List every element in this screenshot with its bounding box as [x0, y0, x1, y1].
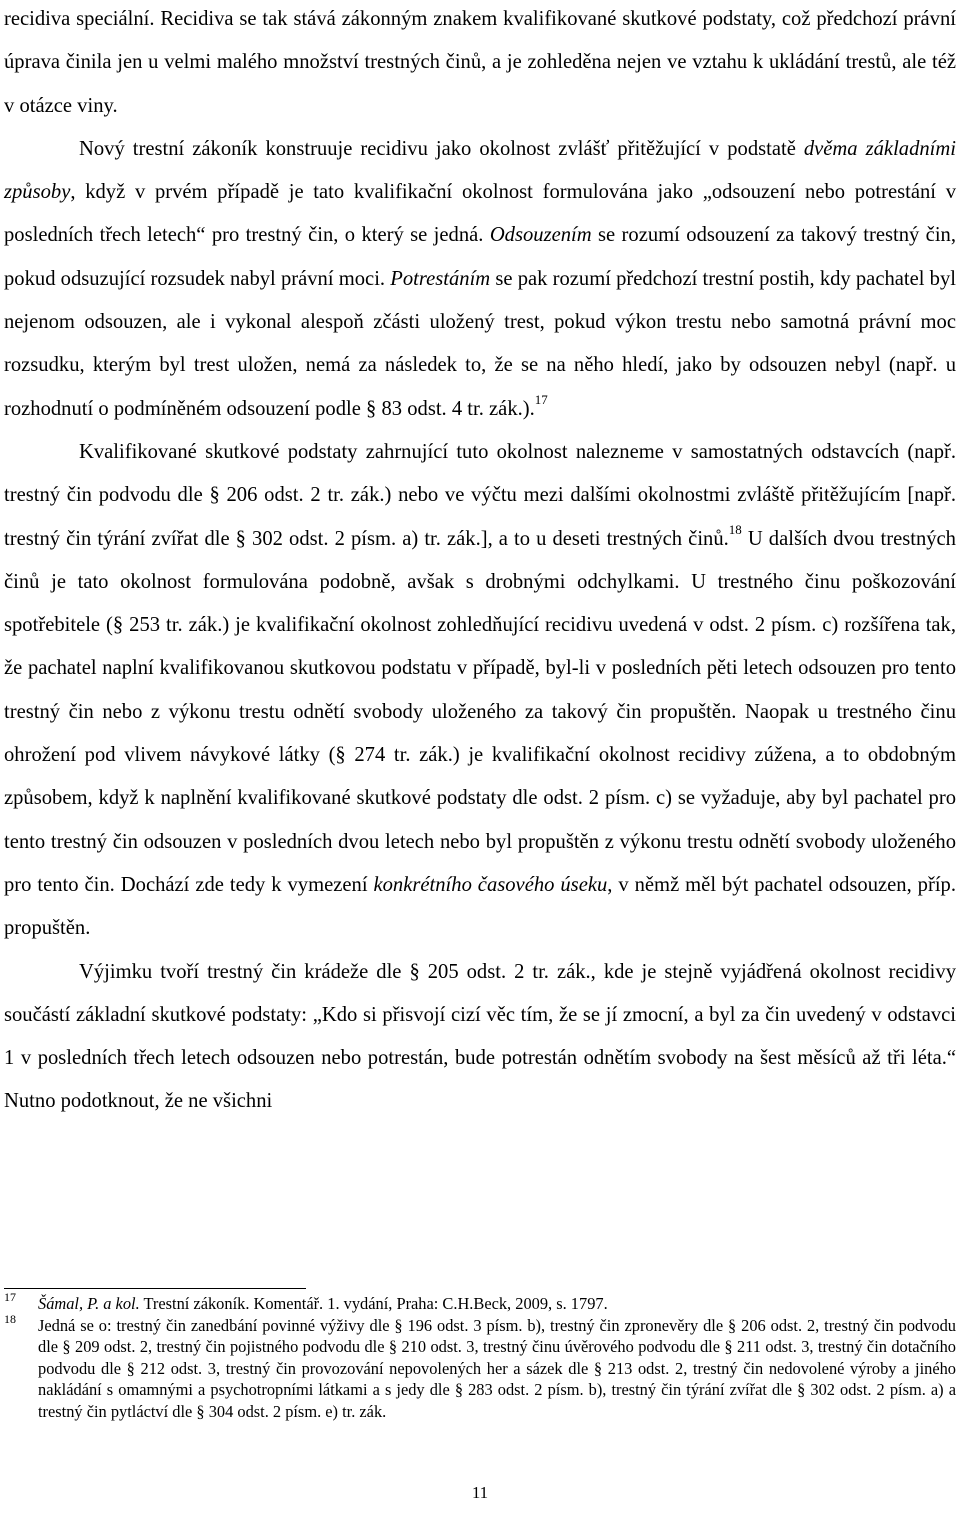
footnote-separator [4, 1288, 306, 1289]
text-run: Jedná se o: trestný čin zanedbání povinné výživy dle § 196 odst. 3 písm. b), trestný čin zpronevěry dle § 206 odst. 2, trestný čin podvodu dle § 209 odst. 2, trestný čin pojistného podvodu dle § 210 odst. 3, trestný činu úvěrového podvodu dle § 211 odst. 3, trestný čin dotačního podvodu dle § 212 odst. 3, trestný čin provozování nepovolených her a sázek dle § 213 odst. 2, trestný čin nedovolené výroby a jiného nakládání s omamnými a psychotropními látkami a s jedy dle § 283 odst. 2 písm. b), trestný čin týrání zvířat dle § 302 odst. 2 písm. a) a trestný čin pytláctví dle § 304 odst. 2 písm. e) tr. zák. [38, 1315, 956, 1421]
italic-text: konkrétního časového úseku [373, 873, 608, 896]
page-number: 11 [471, 1483, 489, 1502]
footnote-number: 17 [4, 1290, 16, 1304]
footnote [4, 1311, 956, 1423]
paragraph [4, 0, 956, 128]
text-run: Nový trestní zákoník konstruuje recidivu jako okolnost zvlášť přitěžující v podstatě [79, 137, 804, 160]
footnote-reference: 17 [534, 391, 548, 407]
italic-text: dvěma základními způsoby [4, 137, 956, 204]
italic-text: Šámal, P. a kol. [38, 1294, 140, 1313]
footnotes [4, 1290, 956, 1422]
paragraph [4, 128, 956, 431]
text-run: recidiva speciální. Recidiva se tak stává zákonným znakem kvalifikované skutkové podstaty, což předchozí právní úprava činila jen u velmi malého množství trestných činů, a je zohleděna nejen ve vztahu k ukládání trestů, ale též v otázce viny. [4, 8, 956, 117]
text-run: se pak rozumí předchozí trestní postih, kdy pachatel byl nejenom odsouzen, ale i vykonal alespoň zčásti uložený trest, pokud výkon trestu nebo samotná právní moc rozsudku, kterým byl trest uložen, nemá za následek to, že se na něho hledí, jako by odsouzen nebyl (např. u rozhodnutí o podmíněném odsouzení podle § 83 odst. 4 tr. zák.). [4, 267, 956, 420]
paragraph [4, 431, 956, 951]
italic-text: Odsouzením [489, 224, 592, 247]
footnote [4, 1290, 956, 1315]
text-run: Výjimku tvoří trestný čin krádeže dle § 205 odst. 2 tr. zák., kde je stejně vyjádřená okolnost recidivy součástí základní skutkové podstaty: „Kdo si přisvojí cizí věc tím, že se jí zmocní, a byl za čin uvedený v odstavci 1 v posledních třech letech odsouzen nebo potrestán, bude potrestán odnětím svobody na šest měsíců až tři léta.“ Nutno podotknout, že ne všichni [4, 960, 956, 1113]
paragraph [4, 951, 956, 1124]
text-run: se rozumí odsouzení za takový trestný čin, pokud odsuzující rozsudek nabyl právní moci. [4, 224, 956, 290]
text-run: Trestní zákoník. Komentář. 1. vydání, Praha: C.H.Beck, 2009, s. 1797. [139, 1294, 608, 1313]
italic-text: Potrestáním [390, 267, 491, 290]
text-run: U dalších dvou trestných činů je tato okolnost formulována podobně, avšak s drobnými odchylkami. U trestného činu poškozování spotřebitele (§ 253 tr. zák.) je kvalifikační okolnost zohledňující recidivu uvedená v odst. 2 písm. c) rozšířena tak, že pachatel naplní kvalifikovanou skutkovou podstatu v případě, byl-li v posledních pěti letech odsouzen pro tento trestný čin nebo z výkonu trestu odnětí svobody uloženého za takový čin propuštěn. Naopak u trestného činu ohrožení pod vlivem návykové látky (§ 274 tr. zák.) je kvalifikační okolnost recidivy zúžena, a to obdobným způsobem, když k naplnění kvalifikované skutkové podstaty dle odst. 2 písm. c) se vyžaduje, aby byl pachatel pro tento trestný čin odsouzen v posledních dvou letech nebo byl propuštěn z výkonu trestu odnětí svobody uloženého pro tento čin. Dochází zde tedy k vymezení [4, 527, 956, 896]
text-run: , v němž měl být pachatel odsouzen, příp. propuštěn. [4, 873, 956, 940]
footnote-reference: 18 [728, 521, 742, 537]
text-run: Kvalifikované skutkové podstaty zahrnující tuto okolnost nalezneme v samostatných odstavcích (např. trestný čin podvodu dle § 206 odst. 2 tr. zák.) nebo ve výčtu mezi dalšími okolnostmi zvláště přitěžujícím [např. trestný čin týrání zvířat dle § 302 odst. 2 písm. a) tr. zák.], a to u deseti trestných činů. [4, 440, 956, 550]
text-run: , když v prvém případě je tato kvalifikační okolnost formulována jako „odsouzení nebo potrestání v posledních třech letech“ pro trestný čin, o který se jedná. [4, 181, 956, 247]
body-text [4, 0, 956, 1124]
footnote-number: 18 [4, 1311, 16, 1326]
